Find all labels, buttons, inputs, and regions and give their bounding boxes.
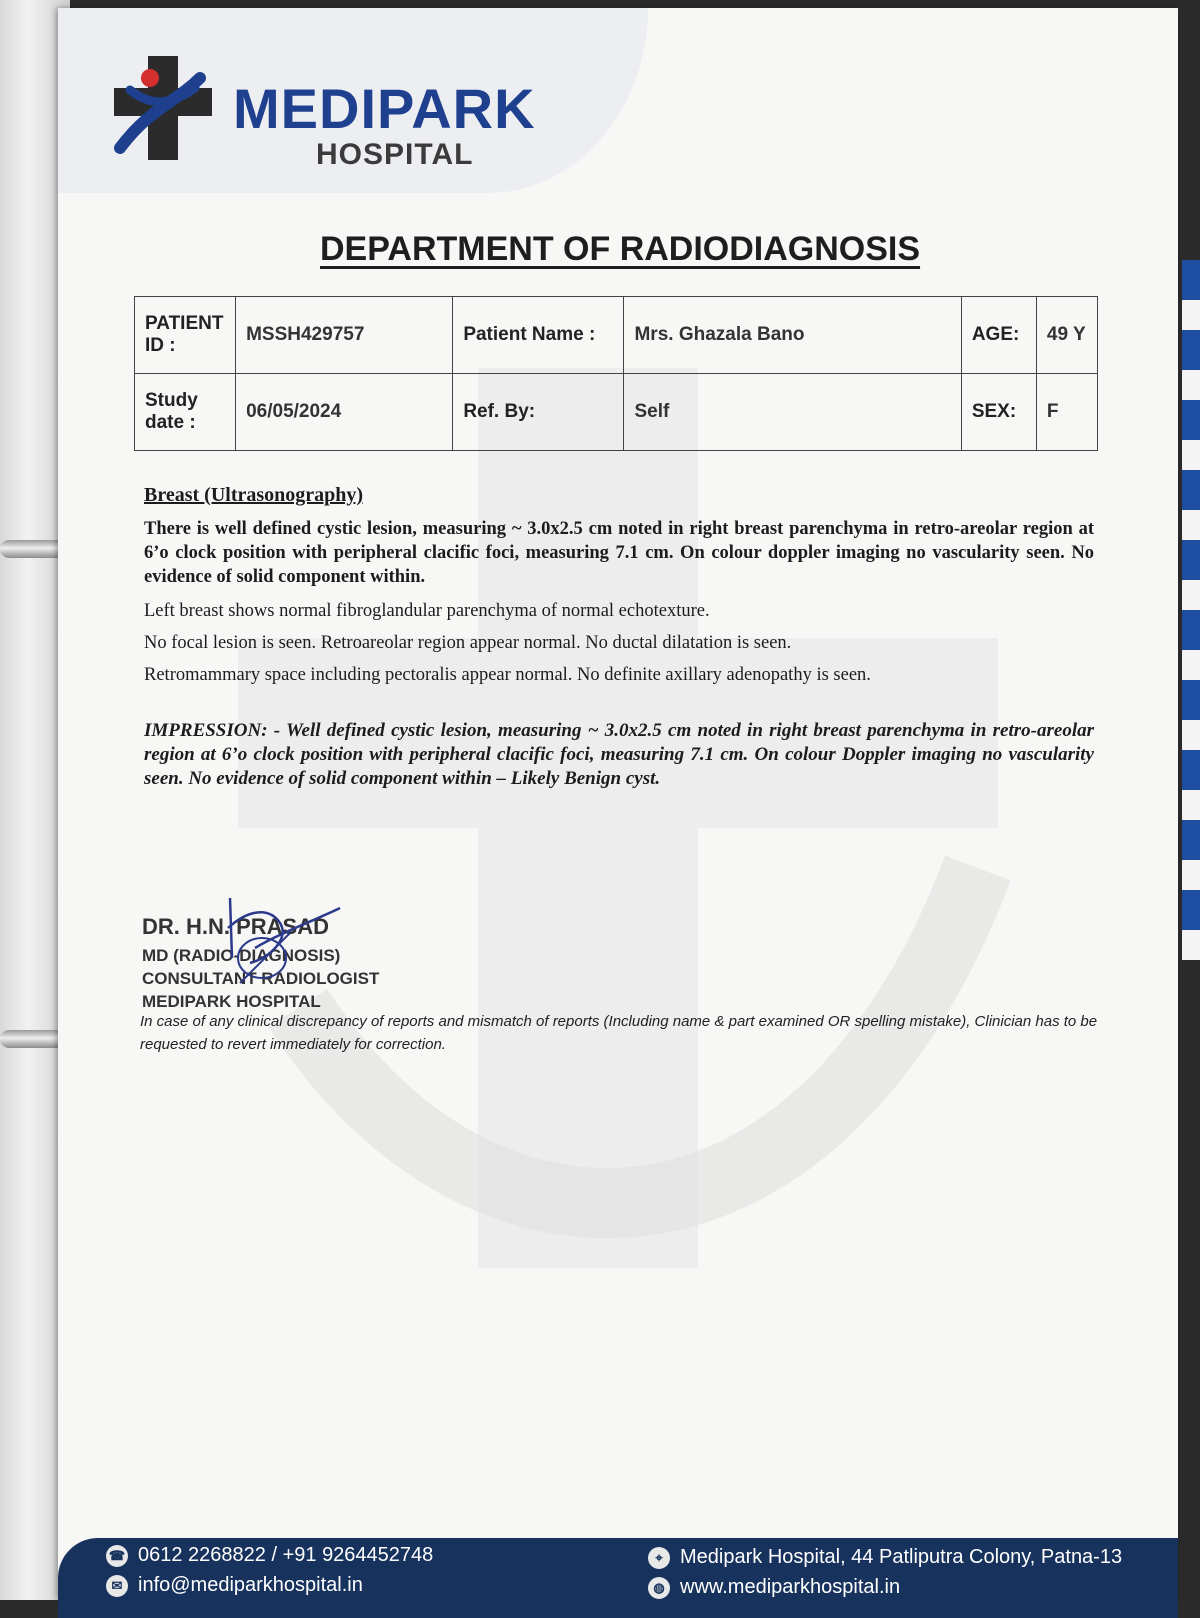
phone-text: 0612 2268822 / +91 9264452748 xyxy=(138,1544,434,1566)
finding-focal-lesion: No focal lesion is seen. Retroareolar region appear normal. No ductal dilatation is seen. xyxy=(144,633,792,653)
disclaimer-text: In case of any clinical discrepancy of reports and mismatch of reports (Including name & part examined OR spelling mistake), Clinician has to be requested to revert immediately for correction. xyxy=(140,1013,1098,1053)
email-text: info@mediparkhospital.in xyxy=(138,1574,363,1596)
sex-value: F xyxy=(1036,374,1097,451)
doctor-qualification: MD (RADIO-DIAGNOSIS) xyxy=(142,946,341,965)
patient-name-value: Mrs. Ghazala Bano xyxy=(624,297,961,374)
hospital-logo-icon xyxy=(100,48,220,168)
signature-block xyxy=(142,914,379,1013)
footer-phone xyxy=(106,1544,433,1567)
patient-id-value: MSSH429757 xyxy=(236,297,453,374)
finding-right-breast: There is well defined cystic lesion, measuring ~ 3.0x2.5 cm noted in right breast parenchyma in retro-areolar region at 6’o clock position with peripheral clacific foci, measuring 7.1 cm. On colour doppler imaging no vascularity seen. No evidence of solid component within. xyxy=(144,519,1094,587)
sex-label: SEX: xyxy=(961,374,1036,451)
footer-address xyxy=(648,1546,1122,1569)
finding-retromammary: Retromammary space including pectoralis appear normal. No definite axillary adenopathy is seen. xyxy=(144,665,871,685)
footer-website xyxy=(648,1576,900,1599)
doctor-name: DR. H.N. PRASAD xyxy=(142,914,330,939)
finding-left-breast: Left breast shows normal fibroglandular parenchyma of normal echotexture. xyxy=(144,601,710,621)
study-date-label: Study date : xyxy=(135,374,236,451)
report-page xyxy=(58,8,1178,1600)
brand-name: MEDIPARK xyxy=(233,77,536,140)
brand-subtitle: HOSPITAL xyxy=(316,138,474,171)
doctor-institution: MEDIPARK HOSPITAL xyxy=(142,992,321,1011)
patient-id-label: PATIENT ID : xyxy=(135,297,236,374)
age-label: AGE: xyxy=(961,297,1036,374)
address-text: Medipark Hospital, 44 Patliputra Colony, Patna-13 xyxy=(680,1546,1123,1568)
section-heading: Breast (Ultrasonography) xyxy=(144,484,364,506)
patient-name-label: Patient Name : xyxy=(453,297,624,374)
department-title: DEPARTMENT OF RADIODIAGNOSIS xyxy=(320,230,921,268)
email-icon: ✉ xyxy=(106,1575,128,1597)
doctor-designation: CONSULTANT RADIOLOGIST xyxy=(142,969,380,988)
study-date-value: 06/05/2024 xyxy=(236,374,453,451)
phone-icon: ☎ xyxy=(106,1545,128,1567)
report-body xyxy=(144,484,1094,791)
globe-icon: ◍ xyxy=(648,1577,670,1599)
handwritten-signature xyxy=(210,888,350,1008)
ref-by-label: Ref. By: xyxy=(453,374,624,451)
table-row xyxy=(135,374,1098,451)
footer-bar xyxy=(58,1538,1178,1618)
footer-email xyxy=(106,1574,363,1597)
impression-text: IMPRESSION: - Well defined cystic lesion, measuring ~ 3.0x2.5 cm noted in right breast parenchyma in retro-areolar region at 6’o clock position with peripheral clacific foci, measuring 7.1 cm. On colour Doppler imaging no vascularity seen. No evidence of solid component within – Likely Benign cyst. xyxy=(144,720,1094,789)
ref-by-value: Self xyxy=(624,374,961,451)
patient-info-table xyxy=(134,296,1098,451)
table-row xyxy=(135,297,1098,374)
watermark-logo xyxy=(178,308,1058,1328)
age-value: 49 Y xyxy=(1036,297,1097,374)
adjacent-page-edge xyxy=(1182,260,1200,960)
location-pin-icon: ⌖ xyxy=(648,1547,670,1569)
website-text: www.mediparkhospital.in xyxy=(680,1576,901,1598)
